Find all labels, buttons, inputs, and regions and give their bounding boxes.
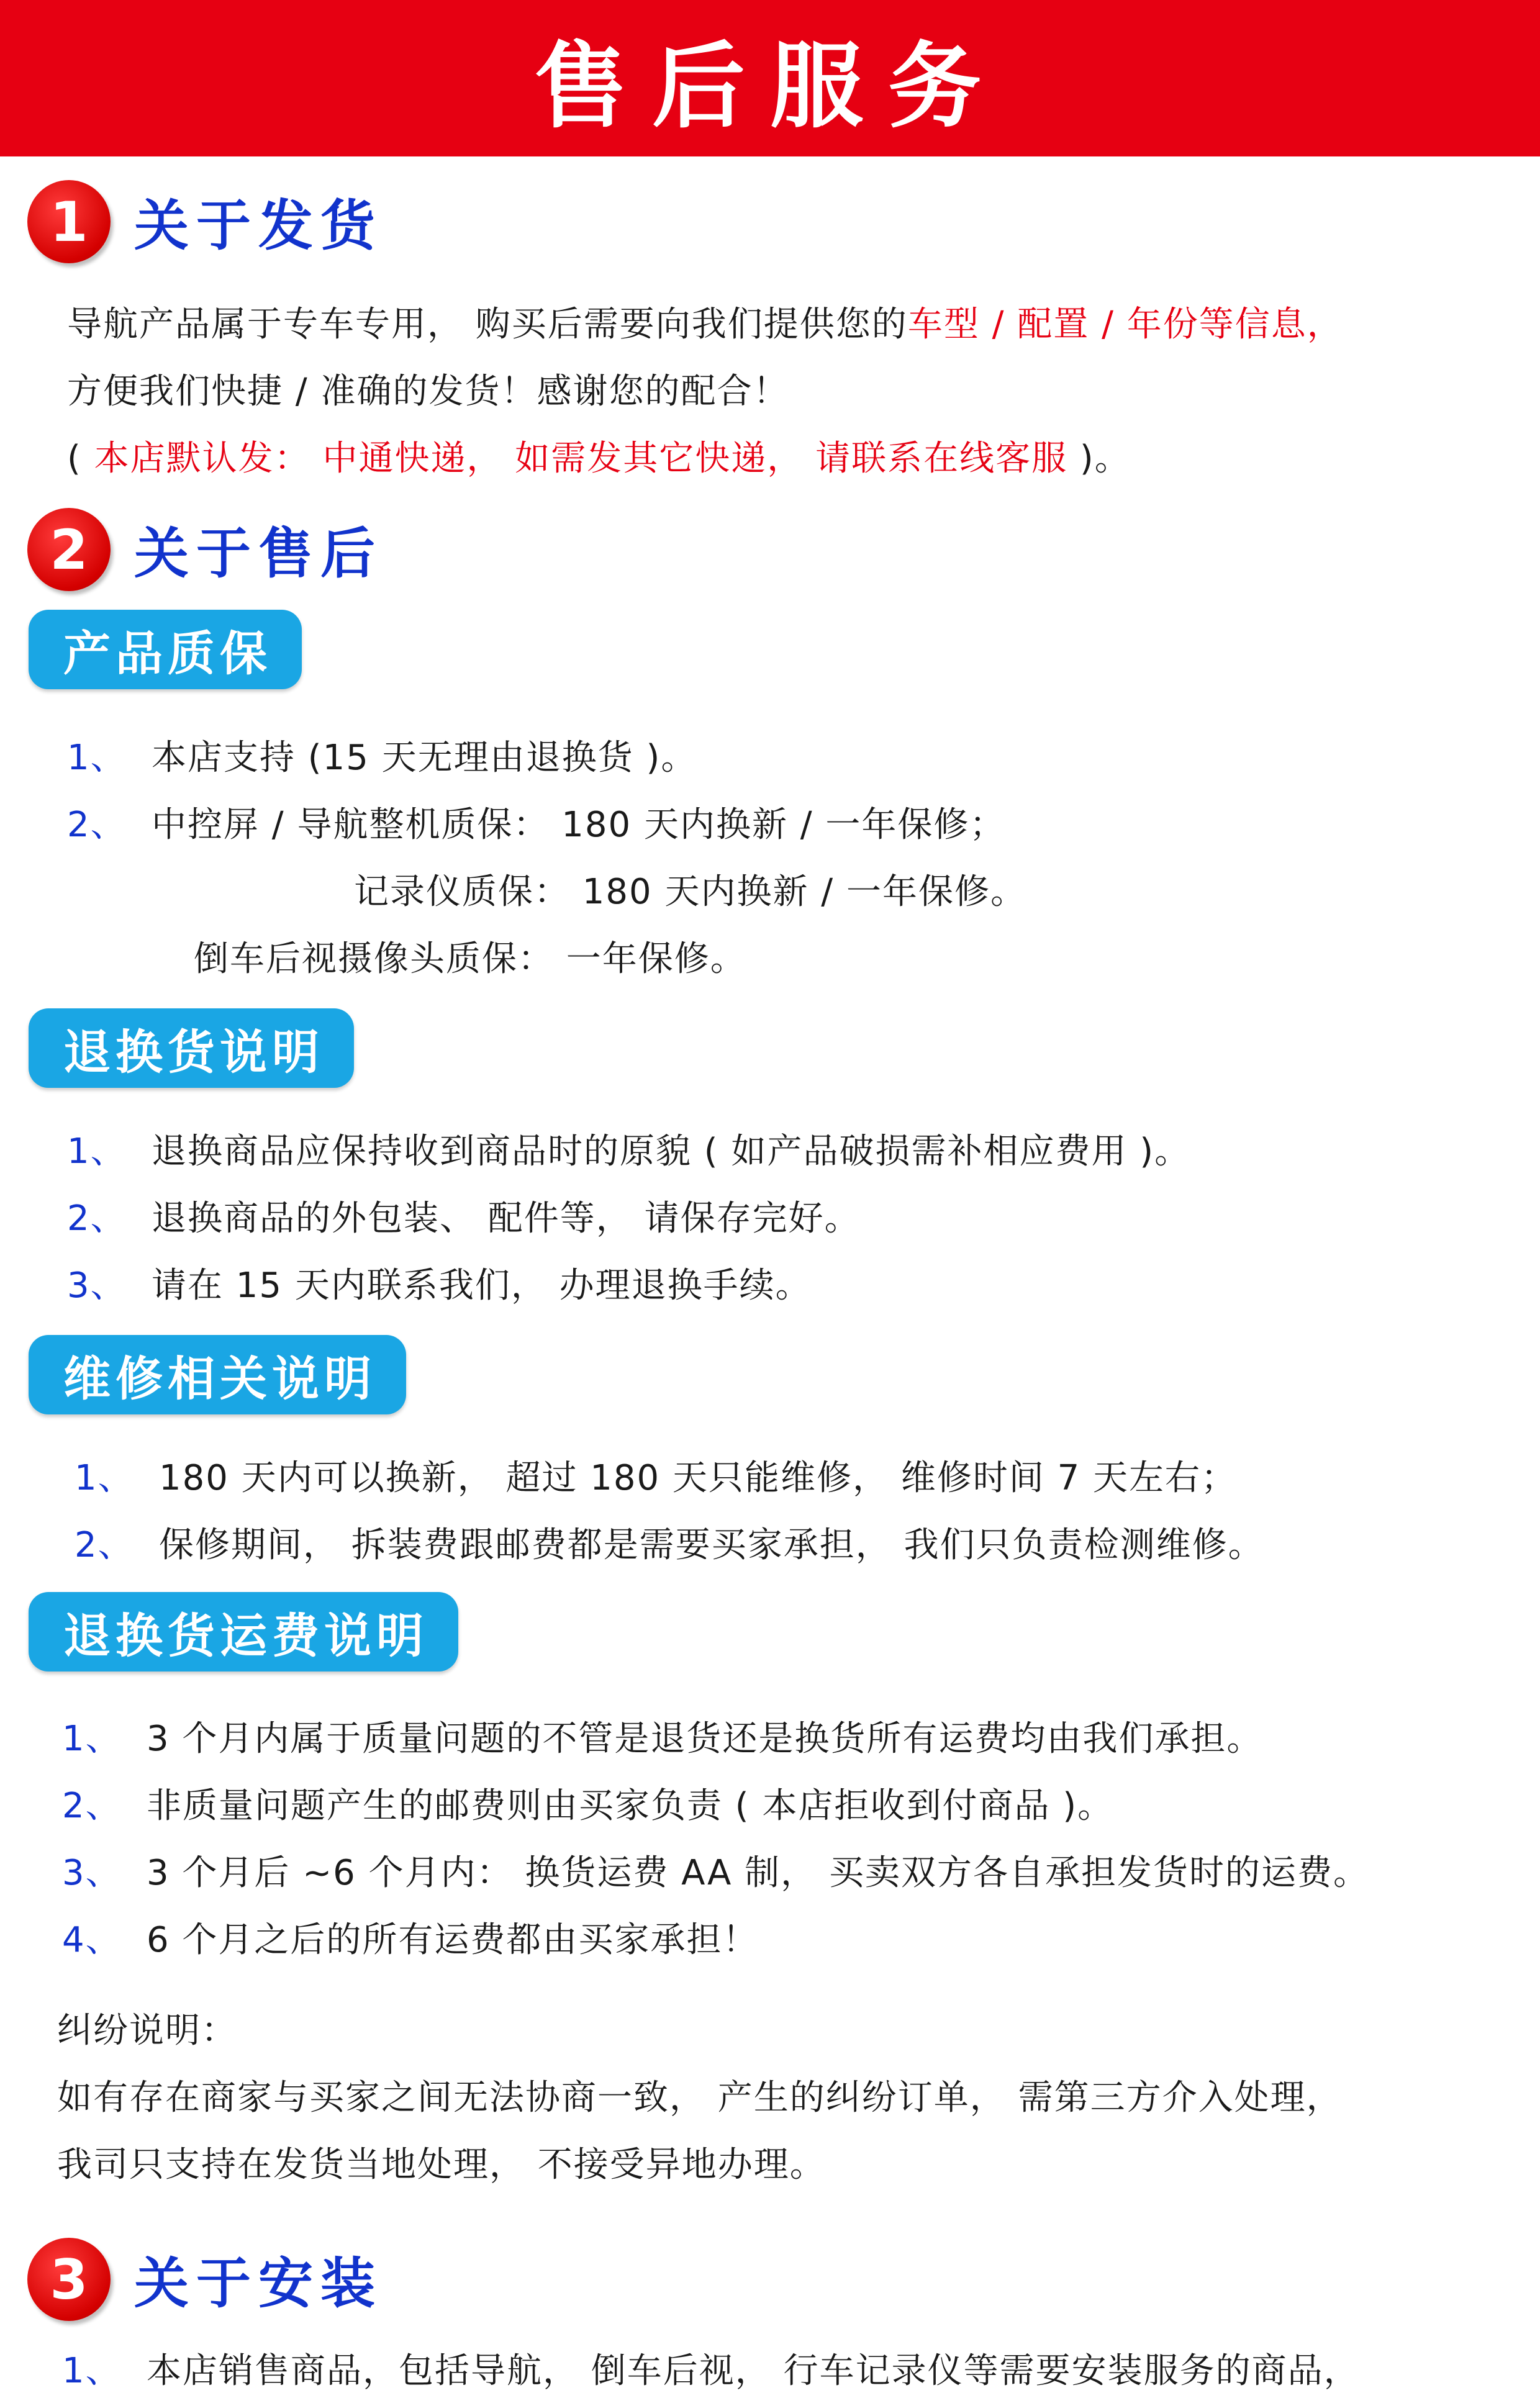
header-banner xyxy=(0,0,1540,156)
list-item: 1、 本店支持 (15 天无理由退换货 )。 xyxy=(67,738,697,778)
section-shipping-header xyxy=(27,180,383,263)
section-number-badge: 1 xyxy=(27,180,111,263)
section-title: 关于售后 xyxy=(134,522,383,586)
list-item: 3、 请在 15 天内联系我们， 办理退换手续。 xyxy=(67,1265,812,1306)
list-item: 3、 3 个月后 ~6 个月内： 换货运费 AA 制， 买卖双方各自承担发货时的运费。 xyxy=(62,1853,1369,1893)
page-title: 售后服务 xyxy=(533,33,1006,141)
list-item: 4、 6 个月之后的所有运费都由买家承担！ xyxy=(62,1920,759,1960)
shipping-text-line3: ( 本店默认发： 中通快递， 如需发其它快递， 请联系在线客服 )。 xyxy=(67,438,1131,479)
section-title: 关于安装 xyxy=(134,2251,383,2315)
dispute-text-line2: 我司只支持在发货当地处理， 不接受异地办理。 xyxy=(57,2145,826,2185)
warranty-sub-line: 记录仪质保： 180 天内换新 / 一年保修。 xyxy=(354,872,1026,912)
repair-label: 维修相关说明 xyxy=(29,1335,406,1414)
returns-label: 退换货说明 xyxy=(29,1008,354,1088)
shipping-text-line2: 方便我们快捷 / 准确的发货！感谢您的配合！ xyxy=(67,371,789,412)
list-item: 2、 保修期间， 拆装费跟邮费都是需要买家承担， 我们只负责检测维修。 xyxy=(75,1525,1264,1565)
section-number-badge: 3 xyxy=(27,2238,111,2321)
highlight-text: 车型 / 配置 / 年份等信息， xyxy=(907,304,1343,345)
highlight-text: 本店默认发： 中通快递， 如需发其它快递， 请联系在线客服 xyxy=(81,438,1080,479)
shipping-text-line1: 导航产品属于专车专用， 购买后需要向我们提供您的车型 / 配置 / 年份等信息， xyxy=(67,304,1343,345)
section-title: 关于发货 xyxy=(134,194,383,258)
shipping-fee-label: 退换货运费说明 xyxy=(29,1592,458,1671)
list-item: 1、 3 个月内属于质量问题的不管是退货还是换货所有运费均由我们承担。 xyxy=(62,1719,1263,1759)
dispute-heading: 纠纷说明： xyxy=(57,2011,237,2051)
list-item: 2、 非质量问题产生的邮费则由买家负责 ( 本店拒收到付商品 )。 xyxy=(62,1786,1114,1826)
dispute-text-line1: 如有存在商家与买家之间无法协商一致， 产生的纠纷订单， 需第三方介入处理， xyxy=(57,2078,1343,2118)
warranty-label: 产品质保 xyxy=(29,610,302,689)
section-aftersales-header xyxy=(27,508,383,591)
list-item: 1、 本店销售商品，包括导航， 倒车后视， 行车记录仪等需要安装服务的商品， xyxy=(62,2351,1360,2391)
section-number-badge: 2 xyxy=(27,508,111,591)
list-item: 1、 退换商品应保持收到商品时的原貌 ( 如产品破损需补相应费用 )。 xyxy=(67,1131,1191,1172)
section-install-header xyxy=(27,2238,383,2321)
list-item: 2、 退换商品的外包装、 配件等， 请保存完好。 xyxy=(67,1198,861,1239)
list-item: 2、 中控屏 / 导航整机质保： 180 天内换新 / 一年保修； xyxy=(67,805,1006,845)
warranty-sub-line: 倒车后视摄像头质保： 一年保修。 xyxy=(194,939,746,979)
list-item: 1、 180 天内可以换新， 超过 180 天只能维修， 维修时间 7 天左右； xyxy=(75,1458,1238,1498)
